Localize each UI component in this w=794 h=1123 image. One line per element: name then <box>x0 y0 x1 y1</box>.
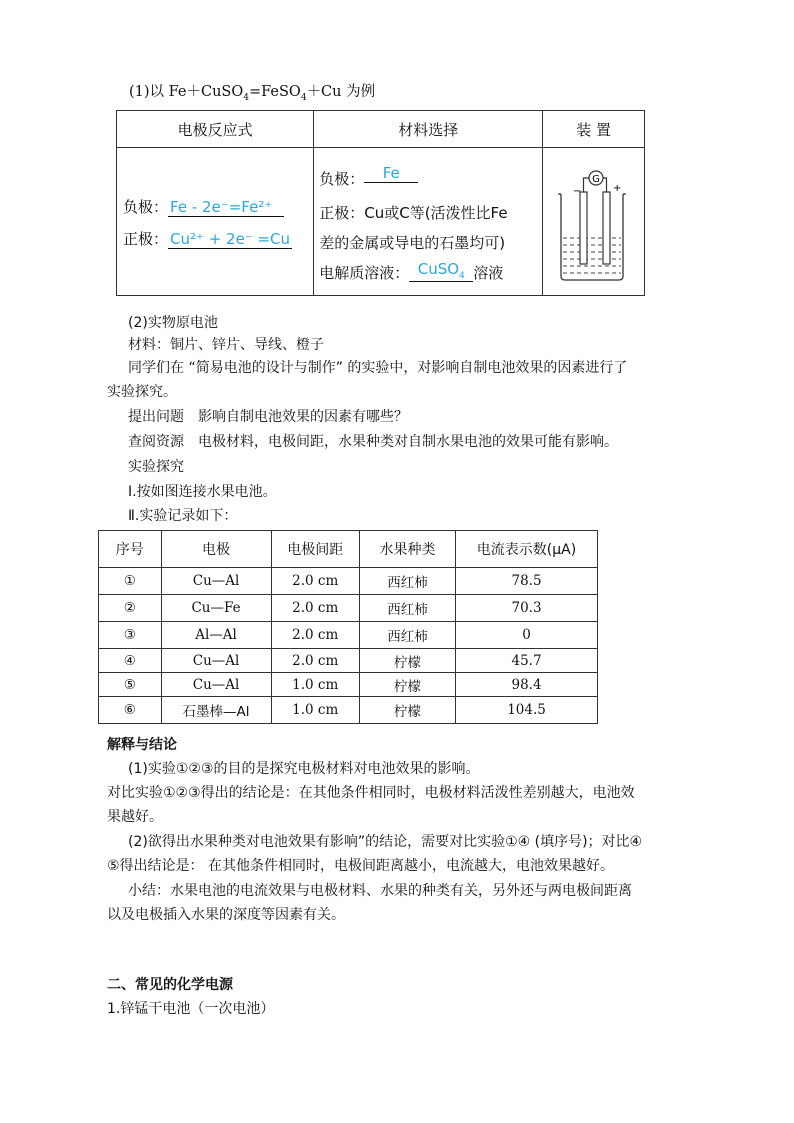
row-electrode: Cu—Al <box>161 649 271 673</box>
row-distance: 2.0 cm <box>271 568 359 595</box>
row-index: ② <box>99 595 162 622</box>
row-index: ⑤ <box>99 673 162 697</box>
conclusion-c2-line1: 对比实验①②③得出的结论是：在其他条件相同时，电极材料活泼性差别越大，电池效 <box>107 785 635 801</box>
electrolyte-label: 电解质溶液： <box>319 264 410 282</box>
intro-sub-2: 4 <box>300 92 307 103</box>
row-distance: 1.0 cm <box>271 673 359 697</box>
row-index: ⑥ <box>99 697 162 724</box>
positive-label: 正极： <box>123 230 169 248</box>
row-fruit: 柠檬 <box>359 697 455 724</box>
step2-line: Ⅱ.实验记录如下： <box>128 508 238 524</box>
explore-line: 实验探究 <box>128 459 184 475</box>
row-distance: 2.0 cm <box>271 622 359 649</box>
header-electrode: 电极 <box>161 531 271 568</box>
row-electrode: Cu—Al <box>161 568 271 595</box>
material-negative-label: 负极： <box>319 170 365 188</box>
row-current: 0 <box>456 622 598 649</box>
table-row <box>99 673 598 697</box>
positive-equation-answer: Cu²⁺ + 2e⁻ =Cu <box>170 230 291 248</box>
galvanometer-label: G <box>592 174 601 185</box>
conclusion-heading: 解释与结论 <box>107 737 177 753</box>
experiment-table-header <box>99 531 598 568</box>
intro-text-1: (1)以 Fe＋CuSO <box>129 84 244 100</box>
row-fruit: 西红柿 <box>359 595 455 622</box>
summary-line2: 以及电极插入水果的深度等因素有关。 <box>107 907 345 923</box>
step1-line: Ⅰ.按如图连接水果电池。 <box>128 484 277 500</box>
conclusion-c3-line1: (2)欲得出水果种类对电池效果有影响”的结论，需要对比实验①④ (填序号)；对比④ <box>128 834 643 850</box>
row-current: 104.5 <box>456 697 598 724</box>
intro-line <box>129 80 375 103</box>
row-distance: 1.0 cm <box>271 697 359 724</box>
header-device: 装 置 <box>543 111 645 148</box>
intro-text-2: =FeSO <box>249 84 301 100</box>
header-material: 材料选择 <box>314 111 543 148</box>
row-current: 98.4 <box>456 673 598 697</box>
research-line: 查阅资源 电极材料，电极间距，水果种类对自制水果电池的效果可能有影响。 <box>128 434 618 450</box>
row-fruit: 柠檬 <box>359 673 455 697</box>
electrode-table <box>116 110 645 296</box>
table-row <box>99 595 598 622</box>
row-distance: 2.0 cm <box>271 649 359 673</box>
experiment-table <box>98 530 598 724</box>
question-line: 提出问题 影响自制电池效果的因素有哪些？ <box>128 409 408 425</box>
row-index: ④ <box>99 649 162 673</box>
electrolyte-line <box>319 262 503 286</box>
materials-line: 材料：铜片、锌片、导线、橙子 <box>128 337 324 353</box>
row-electrode: 石墨棒—Al <box>161 697 271 724</box>
table-row <box>99 568 598 595</box>
row-fruit: 西红柿 <box>359 568 455 595</box>
para1-line2: 实验探究。 <box>107 384 177 400</box>
negative-equation-answer: Fe - 2e⁻=Fe²⁺ <box>168 198 284 217</box>
material-cell <box>314 148 543 296</box>
electrolyte-answer-main: CuSO <box>417 260 460 278</box>
electrolyte-suffix: 溶液 <box>473 264 504 282</box>
section3-item1: 1.锌锰干电池（一次电池） <box>107 1001 275 1017</box>
electrode-table-header <box>117 111 645 148</box>
device-cell <box>543 148 645 296</box>
conclusion-c2-line2: 果越好。 <box>107 809 163 825</box>
material-negative-answer: Fe <box>364 164 418 183</box>
conclusion-c3-line2: ⑤得出结论是： 在其他条件相同时，电极间距离越小，电流越大，电池效果越好。 <box>107 858 614 874</box>
header-fruit: 水果种类 <box>359 531 455 568</box>
intro-text-3: ＋Cu 为例 <box>306 84 376 100</box>
electrolyte-answer-sub: 4 <box>459 271 465 281</box>
positive-equation <box>123 228 292 249</box>
equation-cell <box>117 148 314 296</box>
table-row <box>99 622 598 649</box>
row-fruit: 西红柿 <box>359 622 455 649</box>
summary-line1: 小结：水果电池的电流效果与电极材料、水果的种类有关，另外还与两电极间距离 <box>128 883 632 899</box>
row-current: 45.7 <box>456 649 598 673</box>
para1-line1: 同学们在 “简易电池的设计与制作” 的实验中，对影响自制电池效果的因素进行了 <box>128 360 628 376</box>
galvanic-cell-diagram <box>543 148 643 294</box>
header-equation: 电极反应式 <box>117 111 314 148</box>
header-current: 电流表示数(μA) <box>456 531 598 568</box>
plus-sign: + <box>613 183 622 194</box>
conclusion-c1: (1)实验①②③的目的是探究电极材料对电池效果的影响。 <box>128 761 480 777</box>
section3-heading: 二、常见的化学电源 <box>107 977 233 993</box>
header-index: 序号 <box>99 531 162 568</box>
row-index: ③ <box>99 622 162 649</box>
row-current: 70.3 <box>456 595 598 622</box>
material-positive-line2: 差的金属或导电的石墨均可) <box>319 234 506 252</box>
intro-sub-1: 4 <box>243 92 249 103</box>
row-current: 78.5 <box>456 568 598 595</box>
table-row <box>99 697 598 724</box>
negative-label: 负极： <box>123 198 169 216</box>
minus-sign: − <box>573 186 582 197</box>
row-fruit: 柠檬 <box>359 649 455 673</box>
header-distance: 电极间距 <box>271 531 359 568</box>
table-row <box>99 649 598 673</box>
row-electrode: Cu—Al <box>161 673 271 697</box>
negative-equation <box>123 196 284 217</box>
row-index: ① <box>99 568 162 595</box>
row-electrode: Cu—Fe <box>161 595 271 622</box>
material-positive-line1: 正极：Cu或C等(活泼性比Fe <box>319 204 508 222</box>
section2-heading: (2)实物原电池 <box>128 315 218 331</box>
electrolyte-answer <box>409 260 473 282</box>
row-distance: 2.0 cm <box>271 595 359 622</box>
electrode-table-row <box>117 148 645 296</box>
material-negative <box>319 164 418 189</box>
row-electrode: Al—Al <box>161 622 271 649</box>
